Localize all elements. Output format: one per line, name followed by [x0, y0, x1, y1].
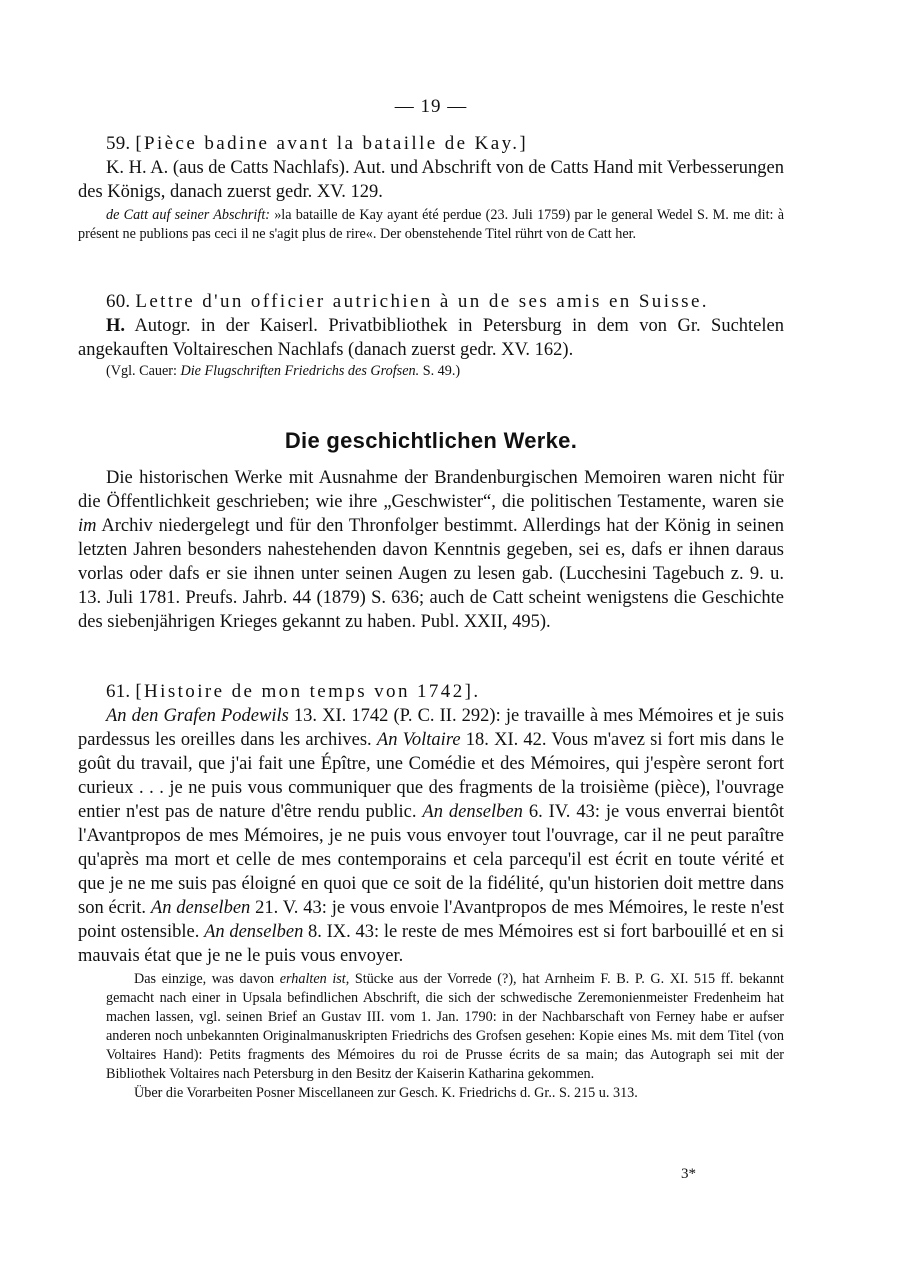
entry-60-title	[78, 290, 784, 314]
entry-61-title-text: [Histoire de mon temps von 1742].	[135, 681, 481, 702]
entry-60-body-siglum: H.	[106, 316, 126, 336]
entry-61-note-1	[78, 970, 784, 1084]
entry-60-note-post: S. 49.)	[419, 363, 461, 379]
entry-61	[78, 680, 784, 1103]
entry-61-note-1-italic: erhalten ist	[279, 971, 346, 987]
entry-61-title	[78, 680, 784, 704]
entry-59-note	[78, 206, 784, 244]
entry-61-addressee-5: An denselben	[204, 922, 304, 942]
entry-61-addressee-4: An denselben	[150, 898, 251, 918]
entry-59-title	[78, 132, 784, 156]
entry-60-note-pre: (Vgl. Cauer:	[106, 363, 181, 379]
entry-59-number: 59.	[106, 133, 131, 154]
section-text-2: Archiv niedergelegt und für den Thronfolger bestimmt. Allerdings hat der König in seinen letzten Jahren besonders nahestehenden davon Kenntnis gegeben, sei es, dafs er ihnen daraus vorlas oder dafs er sie ihnen unter seinen Augen zu lesen gab. (Lucchesini Tagebuch z. 9. u. 13. Juli 1781. Preufs. Jahrb. 44 (1879) S. 636; auch de Catt scheint wenigstens die Geschichte des siebenjährigen Krieges gekannt zu haben. Publ. XXII, 495).	[78, 516, 784, 632]
entry-61-note-2: Über die Vorarbeiten Posner Miscellaneen zur Gesch. K. Friedrichs d. Gr.. S. 215 u. 313.	[134, 1085, 638, 1101]
page-number: — 19 —	[394, 96, 468, 117]
entry-60-note	[78, 362, 784, 381]
signature-mark: 3*	[681, 1166, 696, 1182]
section-heading: Die geschichtlichen Werke.	[284, 428, 578, 453]
entry-59-note-source: de Catt auf seiner Abschrift:	[106, 207, 270, 223]
entry-61-addressee-3: An denselben	[422, 802, 523, 822]
entry-60-title-text: Lettre d'un officier autrichien à un de ses amis en Suisse.	[135, 291, 709, 312]
entry-60-body-text: Autogr. in der Kaiserl. Privatbibliothek in Petersburg in dem von Gr. Suchtelen angekauften Voltaireschen Nachlafs (danach zuerst gedr. XV. 162).	[78, 316, 784, 360]
document-page	[78, 0, 784, 1287]
section-text-italic: im	[78, 516, 97, 536]
entry-60-number: 60.	[106, 291, 131, 312]
section-paragraph	[78, 466, 784, 634]
entry-61-text-1: 13. XI. 1742 (P. C. II. 292): je travaille à mes Mémoires et je suis pardessus les oreilles dans les archives.	[78, 706, 784, 750]
entry-60	[78, 290, 784, 381]
entry-60-body	[78, 314, 784, 362]
entry-59-title-text: [Pièce badine avant la bataille de Kay.]	[135, 133, 529, 154]
entry-61-number: 61.	[106, 681, 131, 702]
entry-59	[78, 132, 784, 244]
entry-61-body	[78, 704, 784, 968]
entry-61-addressee-1: An den Grafen Podewils	[106, 706, 289, 726]
section-body	[78, 466, 784, 634]
entry-61-addressee-2: An Voltaire	[376, 730, 461, 750]
entry-61-text-4: 21. V. 43: je vous envoie l'Avantpropos de mes Mémoires, le reste n'est point ostensible.	[78, 898, 785, 942]
section-text-1: Die historischen Werke mit Ausnahme der Brandenburgischen Memoiren waren nicht für die Öffentlichkeit geschrieben; wie ihre „Geschwister“, die politischen Testamente, waren sie	[78, 468, 784, 512]
entry-61-text-5: 8. IX. 43: le reste de mes Mémoires est si fort barbouillé et en si mauvais état que je ne le puis vous envoyer.	[78, 922, 784, 966]
entry-59-note-text: »la bataille de Kay ayant été perdue (23. Juli 1759) par le general Wedel S. M. me dit: à présent ne publions pas ceci il ne s'agit plus de rire«. Der obenstehende Titel rührt von de Catt her.	[78, 207, 784, 242]
entry-61-text-2: 18. XI. 42. Vous m'avez si fort mis dans le goût du travail, que j'ai fait une Épître, une Comédie et des Mémoires, qui j'espère seront fort curieux . . . je ne puis vous communiquer que des fragments de la troisième (pièce), l'ouvrage entier n'est pas de nature d'être rendu public.	[78, 730, 784, 822]
entry-60-note-title: Die Flugschriften Friedrichs des Grofsen.	[180, 363, 420, 379]
entry-61-note-1-post: , Stücke aus der Vorrede (?), hat Arnheim F. B. P. G. XI. 515 ff. bekannt gemacht nach einer in Upsala befindlichen Abschrift, die sich der schwedische Zeremonienmeister Fredenheim hat machen lassen, vgl. seinen Brief an Gustav III. vom 1. Jan. 1790: in der Nachbarschaft von Ferney habe er aufser anderen noch unbekannten Originalmanuskripten Friedrichs des Grofsen gesehen: Kopie eines Ms. mit dem Titel (von Voltaires Hand): Petits fragments des Mémoires du roi de Prusse écrits de sa main; das Autograph sei mit der Bibliothek Voltaires nach Petersburg in den Besitz der Kaiserin Katharina gekommen.	[106, 971, 784, 1082]
entry-61-note-1-pre: Das einzige, was davon	[134, 971, 280, 987]
entry-61-text-3: 6. IV. 43: je vous enverrai bientôt l'Avantpropos de mes Mémoires, je ne puis vous envoyer tout l'ouvrage, car il ne peut paraître qu'après ma mort et celle de mes contemporains et cela parcequ'il est écrit en toute vérité et que je ne me suis pas éloigné en quoi que ce soit de la fidélité, qu'un historien doit mettre dans son écrit.	[78, 802, 784, 918]
entry-59-body: K. H. A. (aus de Catts Nachlafs). Aut. und Abschrift von de Catts Hand mit Verbesserungen des Königs, danach zuerst gedr. XV. 129.	[78, 158, 784, 202]
